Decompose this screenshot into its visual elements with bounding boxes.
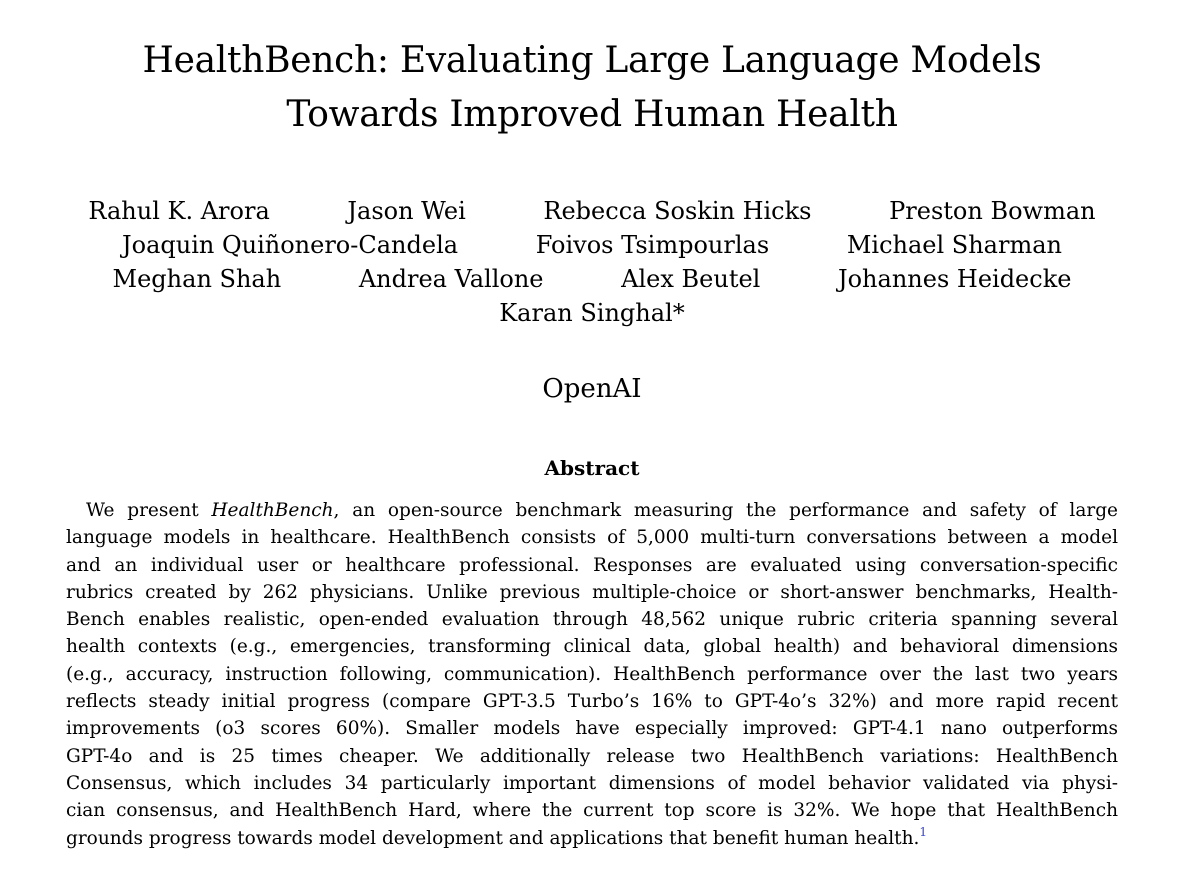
- abstract-line: Consensus, which includes 34 particularly important dimensions of model behavior validated via physi-: [66, 772, 1118, 794]
- abstract-line: and an individual user or healthcare professional. Responses are evaluated using conversation-specific: [66, 554, 1118, 576]
- abstract-text: We present: [86, 500, 212, 521]
- author-name: Jason Wei: [347, 197, 466, 225]
- author-name-corresponding: Karan Singhal*: [499, 299, 685, 327]
- abstract-line: reflects steady initial progress (compare GPT-3.5 Turbo’s 16% to GPT-4o’s 32%) and more rapid recent: [66, 691, 1118, 713]
- footnote-link[interactable]: 1: [919, 824, 928, 839]
- abstract-line: improvements (o3 scores 60%). Smaller models have especially improved: GPT-4.1 nano outperforms: [66, 718, 1118, 740]
- author-name: Foivos Tsimpourlas: [535, 231, 770, 259]
- abstract-text: grounds progress towards model development and applications that benefit human health.: [66, 827, 920, 849]
- healthbench-italic: HealthBench: [211, 500, 334, 521]
- author-name: Meghan Shah: [112, 265, 282, 293]
- author-row: [0, 228, 1184, 262]
- author-row: [0, 262, 1184, 296]
- abstract-body: [66, 497, 1118, 852]
- abstract-line: [66, 497, 1118, 524]
- abstract-section: [0, 458, 1184, 852]
- author-name: Joaquin Quiñonero-Candela: [122, 231, 459, 259]
- author-name: Rebecca Soskin Hicks: [543, 197, 812, 225]
- author-name: Johannes Heidecke: [837, 265, 1072, 293]
- paper-title: [0, 34, 1184, 142]
- paper-title-line2: Towards Improved Human Health: [286, 94, 898, 135]
- abstract-line: (e.g., accuracy, instruction following, communication). HealthBench performance over the last two years: [66, 663, 1118, 685]
- abstract-line: cian consensus, and HealthBench Hard, where the current top score is 32%. We hope that HealthBench: [66, 800, 1118, 822]
- author-name: Alex Beutel: [621, 265, 761, 293]
- affiliation: OpenAI: [542, 374, 642, 404]
- author-name: Andrea Vallone: [358, 265, 544, 293]
- abstract-line: [66, 825, 1118, 852]
- abstract-line: health contexts (e.g., emergencies, transforming clinical data, global health) and behavioral dimensions: [66, 636, 1118, 658]
- abstract-line: Bench enables realistic, open-ended evaluation through 48,562 unique rubric criteria spanning several: [66, 609, 1118, 631]
- author-name: Rahul K. Arora: [88, 197, 270, 225]
- abstract-heading: Abstract: [544, 456, 640, 480]
- author-name: Preston Bowman: [889, 197, 1096, 225]
- abstract-text: , an open-source benchmark measuring the performance and safety of large: [333, 500, 1118, 521]
- paper-title-line1: HealthBench: Evaluating Large Language Models: [142, 40, 1042, 81]
- author-row: [0, 194, 1184, 228]
- author-block: [0, 194, 1184, 330]
- author-name: Michael Sharman: [846, 231, 1062, 259]
- abstract-line: GPT-4o and is 25 times cheaper. We additionally release two HealthBench variations: HealthBench: [66, 745, 1118, 767]
- abstract-line: rubrics created by 262 physicians. Unlike previous multiple-choice or short-answer benchmarks, Health-: [66, 581, 1118, 603]
- abstract-line: language models in healthcare. HealthBench consists of 5,000 multi-turn conversations between a model: [66, 527, 1118, 549]
- author-row: [0, 296, 1184, 330]
